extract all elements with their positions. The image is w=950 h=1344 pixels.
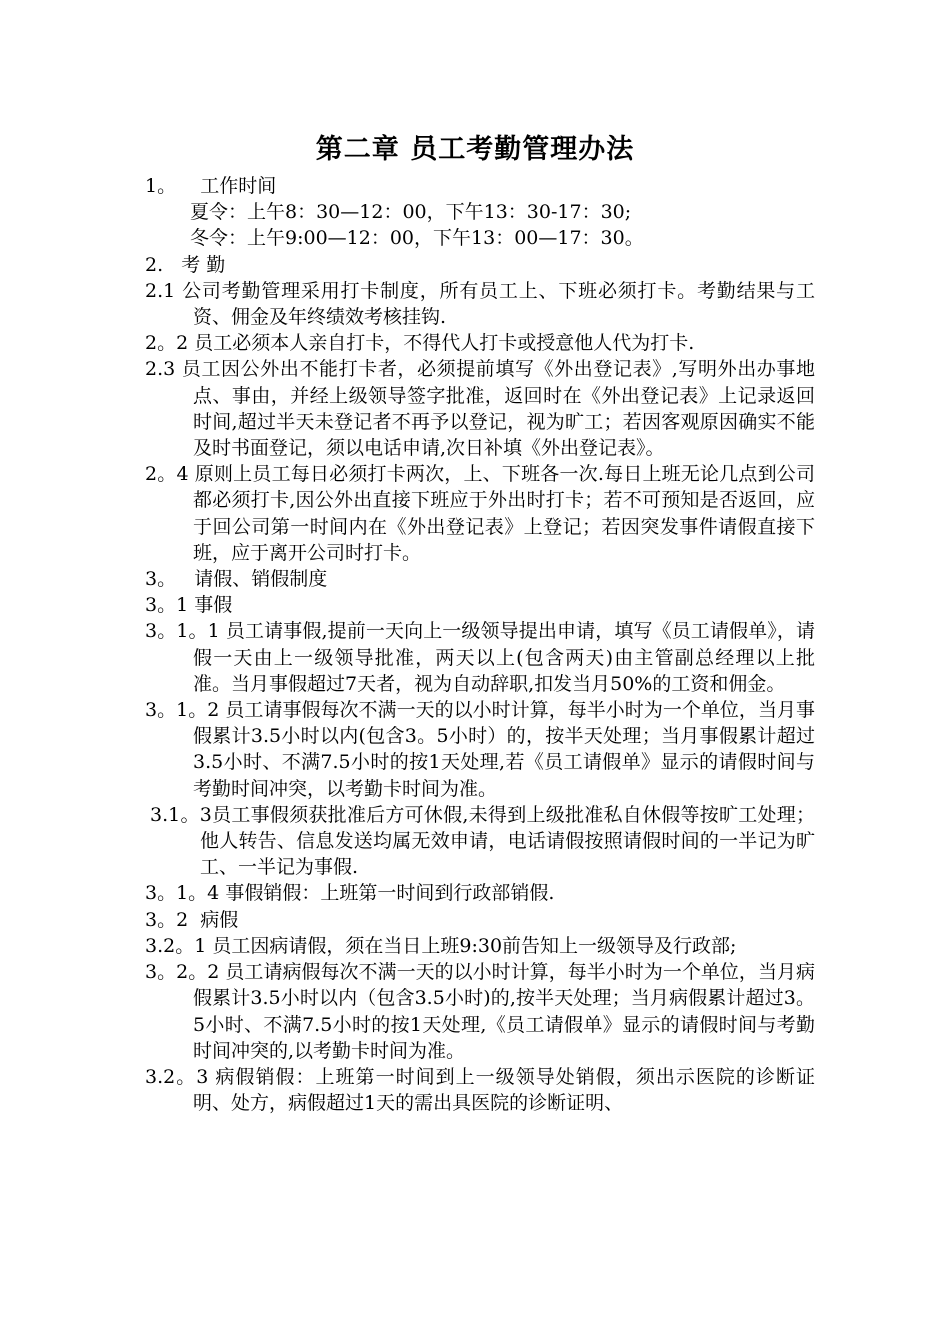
- item-number: 3.2。3: [145, 1065, 216, 1088]
- item-number: 3。2。2: [145, 961, 226, 984]
- clause-2-4: [145, 461, 815, 566]
- item-number: 3.2。1: [145, 934, 213, 957]
- item-number: 3。: [145, 568, 195, 591]
- clause-3-2-3: [145, 1064, 815, 1116]
- item-number: 2.1: [145, 279, 183, 302]
- item-text: 公司考勤管理采用打卡制度，所有员工上、下班必须打卡。考勤结果与工资、佣金及年终绩效考核挂钩.: [182, 279, 815, 329]
- clause-3-1-1: [145, 618, 815, 697]
- item-text: 夏令：上午8：30—12：00，下午13：30-17：30;: [190, 201, 632, 224]
- clause-3-1-4: [145, 880, 815, 906]
- item-text: 员工因公外出不能打卡者，必须提前填写《外出登记表》,写明外出办事地点、事由，并经上级领导签字批准，返回时在《外出登记表》上记录返回时间,超过半天未登记者不再予以登记，视为旷工；若因客观原因确实不能及时书面登记，须以电话申请,次日补填《外出登记表》。: [181, 358, 815, 460]
- item-text: 考 勤: [181, 253, 226, 276]
- item-number: 2.: [145, 253, 182, 276]
- item-text: 原则上员工每日必须打卡两次，上、下班各一次.每日上班无论几点到公司都必须打卡,因公外出直接下班应于外出时打卡；若不可预知是否返回，应于回公司第一时间内在《外出登记表》上登记；若因突发事件请假直接下班，应于离开公司时打卡。: [193, 463, 815, 564]
- item-text: 事假销假：上班第一时间到行政部销假.: [225, 882, 555, 905]
- page-title: 第二章 员工考勤管理办法: [315, 134, 635, 165]
- item-number: 3。1。1: [145, 620, 226, 643]
- clause-3-2-1: [145, 933, 815, 959]
- item-number: 2。4: [145, 463, 195, 486]
- section-2-heading: [145, 252, 815, 278]
- item-number: 2。2: [145, 332, 195, 355]
- item-text: 工作时间: [200, 175, 277, 197]
- winter-hours: [145, 225, 815, 251]
- clause-3-1-3: [145, 802, 815, 881]
- item-text: 员工请事假每次不满一天的以小时计算，每半小时为一个单位，当月事假累计3.5小时以内(包含3。5小时）的，按半天处理；当月事假累计超过3.5小时、不满7.5小时的按1天处理,若《员工请假单》显示的请假时间与考勤时间冲突，以考勤卡时间为准。: [193, 699, 815, 800]
- item-text: 员工事假须获批准后方可休假,未得到上级批准私自休假等按旷工处理；他人转告、信息发送均属无效申请，电话请假按照请假时间的一半记为旷工、一半记为事假.: [200, 803, 816, 879]
- item-text: 请假、销假制度: [194, 568, 328, 591]
- item-number: 3。2: [145, 908, 201, 931]
- item-number: 3。1。2: [145, 699, 226, 722]
- section-3-heading: [145, 566, 815, 592]
- summer-hours: [145, 199, 815, 225]
- item-text: 员工因病请假，须在当日上班9:30前告知上一级领导及行政部;: [212, 934, 737, 957]
- clause-3-1-2: [145, 697, 815, 802]
- item-text: 员工必须本人亲自打卡，不得代人打卡或授意他人代为打卡.: [194, 332, 695, 355]
- item-text: 员工请事假,提前一天向上一级领导提出申请，填写《员工请假单》，请假一天由上一级领导批准，两天以上(包含两天)由主管副总经理以上批准。当月事假超过7天者，视为自动辞职,扣发当月50%的工资和佣金。: [193, 620, 815, 695]
- section-1-heading: [145, 173, 815, 199]
- item-text: 员工请病假每次不满一天的以小时计算，每半小时为一个单位，当月病假累计3.5小时以内（包含3.5小时)的,按半天处理；当月病假累计超过3。5小时、不满7.5小时的按1天处理,《员工请假单》显示的请假时间与考勤时间冲突的,以考勤卡时间为准。: [193, 961, 815, 1062]
- clause-3-2-2: [145, 959, 815, 1064]
- item-text: 事假: [194, 594, 233, 617]
- clause-2-2: [145, 330, 815, 356]
- item-number: 2.3: [145, 358, 182, 381]
- document-body: [145, 173, 815, 1116]
- clause-2-3: [145, 356, 815, 461]
- subsection-3-2-heading: [145, 907, 815, 933]
- clause-2-1: [145, 278, 815, 330]
- item-text: 冬令：上午9:00—12：00，下午13：00—17：30。: [190, 227, 644, 250]
- item-number: 1。: [145, 175, 201, 197]
- item-number: 3。1。4: [145, 882, 226, 905]
- subsection-3-1-heading: [145, 592, 815, 618]
- item-number: 3。1: [145, 594, 195, 617]
- item-text: 病假: [200, 908, 239, 931]
- item-number: 3.1。3: [150, 803, 212, 826]
- item-text: 病假销假：上班第一时间到上一级领导处销假，须出示医院的诊断证明、处方，病假超过1天的需出具医院的诊断证明、: [193, 1065, 815, 1115]
